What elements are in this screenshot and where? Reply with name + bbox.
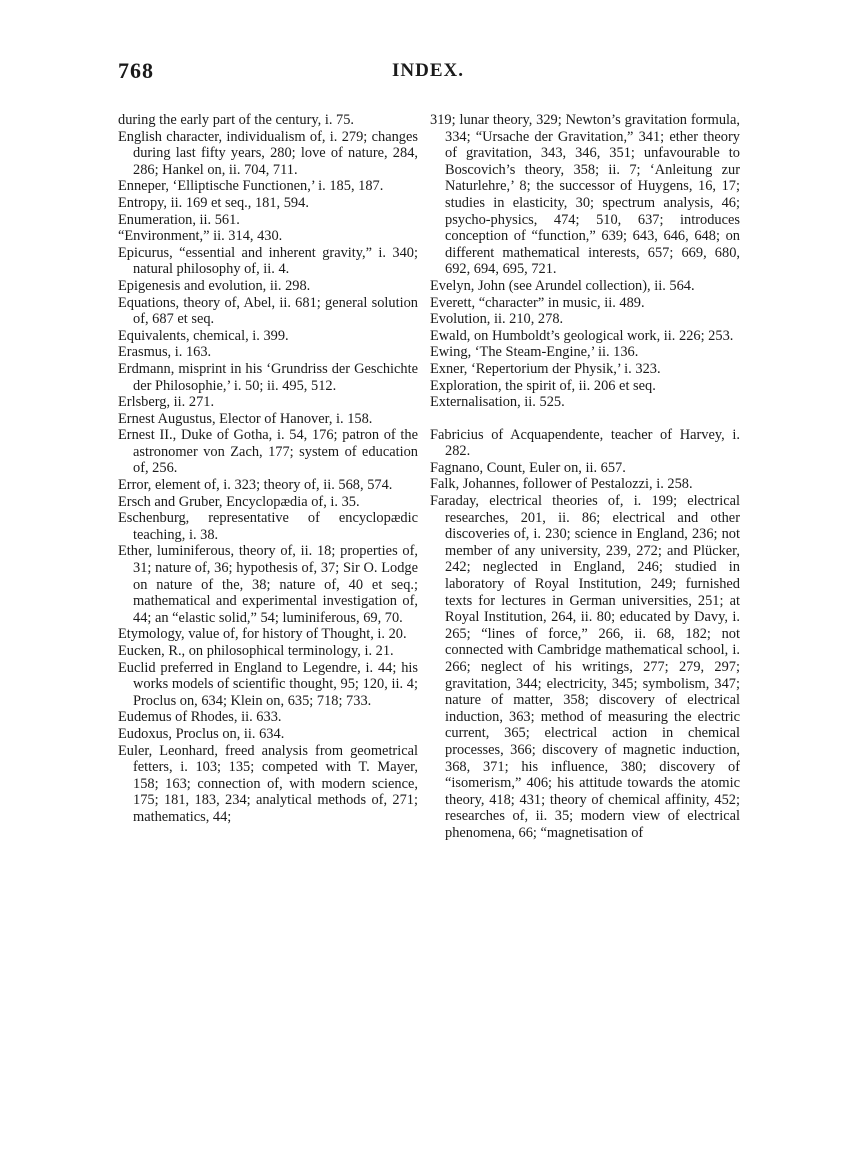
index-entry: English character, individualism of, i. 279; changes during last fifty years, 280; love of nature, 284, 286; Hankel on, ii. 704, 711.: [118, 128, 418, 178]
index-entry: Ernest II., Duke of Gotha, i. 54, 176; patron of the astronomer von Zach, 177; system of education of, 256.: [118, 427, 418, 477]
index-entry: Ersch and Gruber, Encyclopædia of, i. 35.: [118, 493, 360, 510]
index-entry: Eucken, R., on philosophical terminology, i. 21.: [118, 643, 394, 659]
index-entry: Ernest Augustus, Elector of Hanover, i. 158.: [118, 410, 373, 427]
index-entry: Ewing, ‘The Steam-Engine,’ ii. 136.: [430, 344, 639, 361]
index-entry: Epigenesis and evolution, ii. 298.: [118, 277, 311, 294]
index-entry: Entropy, ii. 169 et seq., 181, 594.: [118, 194, 309, 211]
left-column: [118, 112, 418, 1132]
index-entry: Epicurus, “essential and inherent gravity,” i. 340; natural philosophy of, ii. 4.: [118, 244, 418, 278]
index-entry: Evolution, ii. 210, 278.: [430, 311, 564, 328]
index-entry: Enneper, ‘Elliptische Functionen,’ i. 185, 187.: [118, 178, 384, 195]
index-entry: Erasmus, i. 163.: [118, 344, 212, 361]
index-entry: Ewald, on Humboldt’s geological work, ii. 226; 253.: [430, 327, 734, 344]
index-entry: “Environment,” ii. 314, 430.: [118, 228, 283, 245]
index-entry: Euler, Leonhard, freed analysis from geometrical fetters, i. 103; 135; competed with T. Mayer, 158; 163; connection of, with modern science, 175; 181, 183, 234; analytical methods of, 271; mathematics, 44;: [118, 742, 418, 825]
index-entry: Erdmann, misprint in his ‘Grundriss der Geschichte der Philosophie,’ i. 50; ii. 495, 512.: [118, 360, 418, 394]
index-entry: 319; lunar theory, 329; Newton’s gravitation formula, 334; “Ursache der Gravitation,” 341; ether theory of gravitation, 343, 346, 351; unfavourable to Boscovich’s theory, 358; ii. 7; ‘Anleitung zur Naturlehre,’ 8; the successor of Huygens, 16, 17; studies in elasticity, 30; spectrum analysis, 46; psycho-physics, 474; 510, 637; introduces conception of “function,” 639; 643, 646, 648; on different mathematical interests, 657; 669, 680, 692, 694, 695, 721.: [430, 112, 740, 278]
index-entry: Enumeration, ii. 561.: [118, 211, 240, 228]
index-entry: Everett, “character” in music, ii. 489.: [430, 294, 645, 311]
index-entry: Falk, Johannes, follower of Pestalozzi, i. 258.: [430, 476, 693, 493]
right-column: [430, 112, 740, 1132]
index-entry: Exploration, the spirit of, ii. 206 et seq.: [430, 377, 656, 394]
index-entry: Faraday, electrical theories of, i. 199; electrical researches, 201, ii. 86; electrical and other discoveries of, i. 230; science in England, 236; not member of any university, 239, 272; and Plücker, 242; neglected in England, 246; studied in laboratory of Royal Institution, 249; furnished texts for lectures in German universities, 251; at Royal Institution, 264, ii. 80; educated by Davy, i. 265; “lines of force,” 266, ii. 68, 182; not connected with Cambridge mathematical school, i. 266; neglect of his writings, 277; 279, 297; gravitation, 344; electricity, 345; symbolism, 347; nature of matter, 358; discovery of electrical induction, 363; method of measuring the electric current, 365; electrical action in chemical processes, 366; discovery of magnetic induction, 368, 371; his influence, 380; discovery of “isomerism,” 406; his attitude towards the atomic theory, 418; 431; theory of chemical affinity, 452; researches of, ii. 35; modern view of electrical phenomena, 66; “magnetisation of: [430, 493, 740, 841]
index-entry: Eschenburg, representative of encyclopædic teaching, i. 38.: [118, 510, 418, 543]
index-entry: Fabricius of Acquapendente, teacher of Harvey, i. 282.: [430, 426, 740, 460]
page-header: [118, 58, 738, 92]
index-entry: during the early part of the century, i. 75.: [118, 112, 355, 128]
index-entry: Erlsberg, ii. 271.: [118, 394, 215, 411]
index-entry: Equations, theory of, Abel, ii. 681; general solution of, 687 et seq.: [118, 294, 418, 328]
index-entry: Eudemus of Rhodes, ii. 633.: [118, 709, 282, 726]
page-number: 768: [118, 58, 154, 83]
index-entry: Evelyn, John (see Arundel collection), ii. 564.: [430, 277, 695, 294]
index-entry: Fagnano, Count, Euler on, ii. 657.: [430, 459, 626, 476]
page-title: INDEX.: [392, 60, 464, 81]
index-entry: Externalisation, ii. 525.: [430, 394, 565, 411]
index-entry: Exner, ‘Repertorium der Physik,’ i. 323.: [430, 360, 661, 377]
index-entry: Eudoxus, Proclus on, ii. 634.: [118, 725, 285, 742]
index-entry: Etymology, value of, for history of Thought, i. 20.: [118, 626, 407, 643]
index-entry: Ether, luminiferous, theory of, ii. 18; properties of, 31; nature of, 36; hypothesis of, 37; Sir O. Lodge on nature of the, 38; nature of, 40 et seq.; mathematical and experimental investigation of, 44; an “elastic solid,” 54; luminiferous, 69, 70.: [118, 543, 418, 626]
index-entry: Error, element of, i. 323; theory of, ii. 568, 574.: [118, 477, 393, 494]
index-entry: Euclid preferred in England to Legendre, i. 44; his works models of scientific thought, 95; 120, ii. 4; Proclus on, 634; Klein on, 635; 718; 733.: [118, 659, 418, 709]
index-entry: Equivalents, chemical, i. 399.: [118, 327, 289, 344]
